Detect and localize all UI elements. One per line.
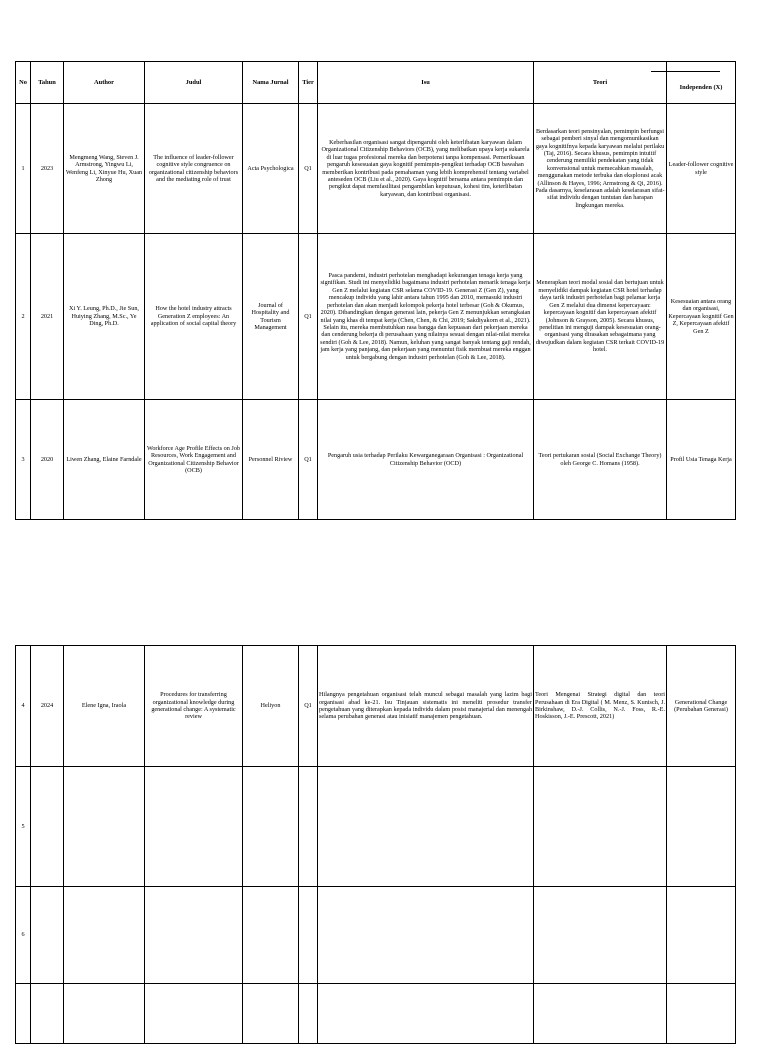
cell-judul: How the hotel industry attracts Generation Z employees: An application of social capital theory bbox=[145, 234, 243, 400]
cell-independen: Kesesuaian antara orang dan organisasi, Kepercayaan kognitif Gen Z, Kepercayaan afektif Gen Z bbox=[667, 234, 736, 400]
header-independen: Independen (X) bbox=[667, 62, 736, 104]
cell-teori: Teori Mengenai Strategi digital dan teori Perusahaan di Era Digital ( M. Menz, S. Kunisch, J. Birkinshaw, D.-J. Collis, N.-J. Foss, R.-E. Hoskisson, J.-E. Prescott, 2021) bbox=[534, 646, 667, 767]
cell-jurnal: Journal of Hospitality and Tourism Management bbox=[243, 234, 299, 400]
table-row bbox=[16, 104, 736, 234]
cell-no: 2 bbox=[16, 234, 31, 400]
cell-isu bbox=[318, 984, 534, 1044]
cell-author: Liwen Zhang, Elaine Farndale bbox=[64, 400, 145, 520]
cell-author bbox=[64, 887, 145, 984]
cell-teori: Berdasarkan teori pensinyalan, pemimpin berfungsi sebagai pemberi sinyal dan mengomunikasikan gaya kognitifnya kepada karyawan melalui perilaku (Taj, 2016). Secara khusus, pemimpin intuitif cenderung memiliki pendekatan yang tidak konvensional untuk memecahkan masalah, menggunakan metode terbuka dan eksplorasi acak (Allinson & Hayes, 1996; Armstrong & Qi, 2016). Pada dasarnya, keselarasan adalah keselarasan sifat-sifat individu dengan tuntutan dan harapan lingkungan mereka. bbox=[534, 104, 667, 234]
header-jurnal: Nama Jurnal bbox=[243, 62, 299, 104]
cell-tier: Q1 bbox=[299, 400, 318, 520]
cell-no bbox=[16, 984, 31, 1044]
header-judul: Judul bbox=[145, 62, 243, 104]
cell-independen bbox=[667, 767, 736, 887]
header-teori: Teori bbox=[534, 62, 667, 104]
table-row bbox=[16, 887, 736, 984]
cell-teori: Teori pertukaran sosial (Social Exchange Theory) oleh George C. Homans (1958). bbox=[534, 400, 667, 520]
cell-tahun bbox=[31, 767, 64, 887]
cell-no: 1 bbox=[16, 104, 31, 234]
cell-author: Elene Igna, Iraola bbox=[64, 646, 145, 767]
cell-tier bbox=[299, 984, 318, 1044]
header-tier: Tier bbox=[299, 62, 318, 104]
cell-independen: Profil Usia Tenaga Kerja bbox=[667, 400, 736, 520]
cell-judul: Procedures for transferring organizational knowledge during generational change: A systematic review bbox=[145, 646, 243, 767]
cell-author: Xi Y. Leung, Ph.D., Jie Sun, Huiying Zhang, M.Sc., Ye Ding, Ph.D. bbox=[64, 234, 145, 400]
cell-tier: Q1 bbox=[299, 234, 318, 400]
cell-isu: Pengaruh usia terhadap Perilaku Kewarganegaraan Organisasi : Organizational Citizenship Behavior (OCD) bbox=[318, 400, 534, 520]
table-row bbox=[16, 400, 736, 520]
cell-independen bbox=[667, 887, 736, 984]
cell-tier: Q1 bbox=[299, 104, 318, 234]
cell-no: 6 bbox=[16, 887, 31, 984]
cell-tahun bbox=[31, 984, 64, 1044]
table-row bbox=[16, 767, 736, 887]
cell-no: 4 bbox=[16, 646, 31, 767]
cell-isu bbox=[318, 767, 534, 887]
cell-jurnal bbox=[243, 887, 299, 984]
cell-independen: Generational Change (Perubahan Generasi) bbox=[667, 646, 736, 767]
table-row bbox=[16, 234, 736, 400]
cell-jurnal: Personnel Riview bbox=[243, 400, 299, 520]
cell-teori bbox=[534, 984, 667, 1044]
cell-jurnal: Heliyon bbox=[243, 646, 299, 767]
cell-judul bbox=[145, 767, 243, 887]
cell-judul: The influence of leader-follower cognitive style congruence on organizational citizenship behaviors and the mediating role of trust bbox=[145, 104, 243, 234]
literature-table-page-1 bbox=[15, 61, 736, 520]
cell-teori bbox=[534, 767, 667, 887]
literature-table-page-2 bbox=[15, 645, 736, 1044]
cell-jurnal bbox=[243, 767, 299, 887]
cell-author bbox=[64, 984, 145, 1044]
cell-jurnal bbox=[243, 984, 299, 1044]
cell-teori: Menerapkan teori modal sosial dan bertujuan untuk menyelidiki dampak kegiatan CSR hotel terhadap daya tarik industri perhotelan bagi pelamar kerja Gen Z melalui dua dimensi kepercayaan: kepercayaan kognitif dan kepercayaan afektif (Johnson & Grayson, 2005). Secara khusus, penelitian ini menguji dampak kesesuaian orang-organisasi yang dirasakan sebagaimana yang diwujudkan dalam kegiatan CSR terkait COVID-19 hotel. bbox=[534, 234, 667, 400]
cell-author: Mengmeng Wang, Steven J. Armstrong, Yingwu Li, Wenfeng Li, Xinyue Hu, Xuan Zhong bbox=[64, 104, 145, 234]
table-row bbox=[16, 984, 736, 1044]
cell-independen bbox=[667, 984, 736, 1044]
header-no: No bbox=[16, 62, 31, 104]
cell-tier bbox=[299, 767, 318, 887]
cell-tahun: 2023 bbox=[31, 104, 64, 234]
header-tahun: Tahun bbox=[31, 62, 64, 104]
cell-no: 3 bbox=[16, 400, 31, 520]
cell-teori bbox=[534, 887, 667, 984]
header-author: Author bbox=[64, 62, 145, 104]
cell-isu: Hilangnya pengetahuan organisasi telah muncul sebagai masalah yang lazim bagi organisasi abad ke-21. Isu Tinjauan sistematis ini meneliti prosedur transfer pengetahuan yang diterapkan kepada individu dalam posisi manajerial dan menengah selama perubahan generasi atau inisiatif manajemen pengetahuan. bbox=[318, 646, 534, 767]
cell-isu bbox=[318, 887, 534, 984]
cell-tahun: 2020 bbox=[31, 400, 64, 520]
cell-isu: Keberhasilan organisasi sangat dipengaruhi oleh keterlibatan karyawan dalam Organizational Citizenship Behaviors (OCB), yang melibatkan upaya kerja sukarela di luar tugas profesional mereka dan berpotensi tanpa kompensasi. Pemeriksaan pengaruh kesesuaian gaya kognitif pemimpin-pengikut terhadap OCB bawahan memberikan kontribusi pada pemahaman yang lebih komprehensif tentang variabel anteseden OCB (Liu et al., 2020). Gaya kognitif bersama antara pemimpin dan pengikut dapat memfasilitasi pengambilan keputusan, kohesi tim, keterlibatan karyawan, dan kontribusi organisasi. bbox=[318, 104, 534, 234]
cell-isu: Pasca pandemi, industri perhotelan menghadapi kekurangan tenaga kerja yang signifikan. Studi ini menyelidiki bagaimana industri perhotelan menarik tenaga kerja Gen Z melalui kegiatan CSR selama COVID-19. Generasi Z (Gen Z), yang mencakup individu yang lahir antara tahun 1995 dan 2010, memasuki industri perhotelan dan akan menjadi kelompok pekerja hotel terbesar (Goh & Okumus, 2020). Dibandingkan dengan generasi lain, pekerja Gen Z menunjukkan serangkaian nilai yang khas di tempat kerja (Chen, Chen, & Chi, 2019; Sakdiyakorn et al., 2021). Selain itu, mereka membutuhkan rasa bangga dan kepuasan dari pekerjaan mereka dan cenderung bekerja di perusahaan yang nilainya sesuai dengan nilai-nilai mereka sendiri (Goh & Lee, 2018). Namun, keluhan yang sangat banyak tentang gaji rendah, jam kerja yang panjang, dan pekerjaan yang menuntut fisik membuat mereka enggan untuk bergabung dengan industri perhotelan (Goh & Lee, 2018). bbox=[318, 234, 534, 400]
cell-judul bbox=[145, 984, 243, 1044]
cell-tier: Q1 bbox=[299, 646, 318, 767]
cell-author bbox=[64, 767, 145, 887]
cell-tier bbox=[299, 887, 318, 984]
cell-independen: Leader-follower cognitive style bbox=[667, 104, 736, 234]
cell-jurnal: Acta Psychologica bbox=[243, 104, 299, 234]
header-isu: Isu bbox=[318, 62, 534, 104]
cell-judul bbox=[145, 887, 243, 984]
table-row bbox=[16, 646, 736, 767]
cell-tahun bbox=[31, 887, 64, 984]
cell-tahun: 2024 bbox=[31, 646, 64, 767]
header-row bbox=[16, 62, 736, 104]
cell-no: 5 bbox=[16, 767, 31, 887]
cell-judul: Workforce Age Profile Effects on Job Resources, Work Engagement and Organizational Citizenship Behavior (OCB) bbox=[145, 400, 243, 520]
cell-tahun: 2021 bbox=[31, 234, 64, 400]
